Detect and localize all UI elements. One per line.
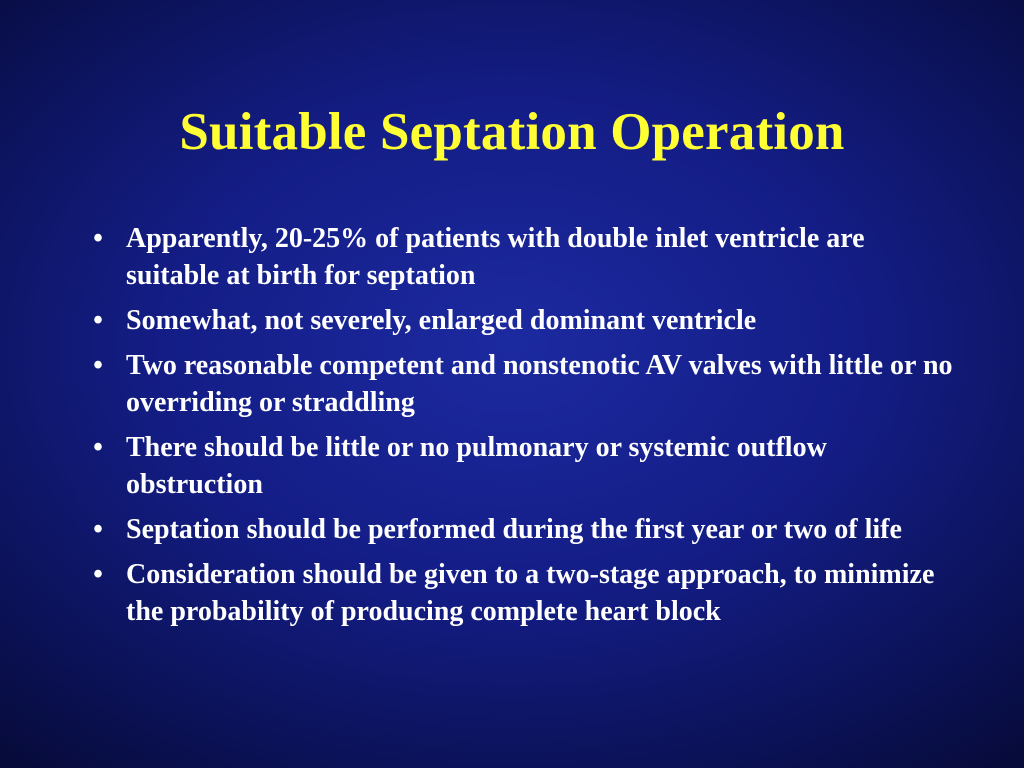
- bullet-dot-icon: •: [93, 432, 103, 463]
- bullet-dot-icon: •: [93, 559, 103, 590]
- bullet-text: Consideration should be given to a two-stage approach, to minimize the probability of producing complete heart block: [126, 559, 935, 627]
- bullet-item: [93, 220, 956, 294]
- bullet-list: [93, 220, 956, 638]
- slide-title: Suitable Septation Operation: [179, 103, 845, 161]
- bullet-text: Two reasonable competent and nonstenotic AV valves with little or no overriding or straddling: [126, 350, 953, 418]
- bullet-item: [93, 429, 956, 503]
- bullet-text: Somewhat, not severely, enlarged dominant ventricle: [126, 305, 757, 336]
- bullet-item: [93, 347, 956, 421]
- bullet-text: Septation should be performed during the first year or two of life: [126, 514, 902, 545]
- bullet-item: [93, 511, 956, 548]
- bullet-dot-icon: •: [93, 305, 103, 336]
- bullet-dot-icon: •: [93, 514, 103, 545]
- bullet-dot-icon: •: [93, 350, 103, 381]
- bullet-text: Apparently, 20-25% of patients with double inlet ventricle are suitable at birth for septation: [126, 223, 865, 291]
- bullet-item: [93, 556, 956, 630]
- bullet-dot-icon: •: [93, 223, 103, 254]
- bullet-item: [93, 302, 956, 339]
- bullet-text: There should be little or no pulmonary or systemic outflow obstruction: [126, 432, 827, 500]
